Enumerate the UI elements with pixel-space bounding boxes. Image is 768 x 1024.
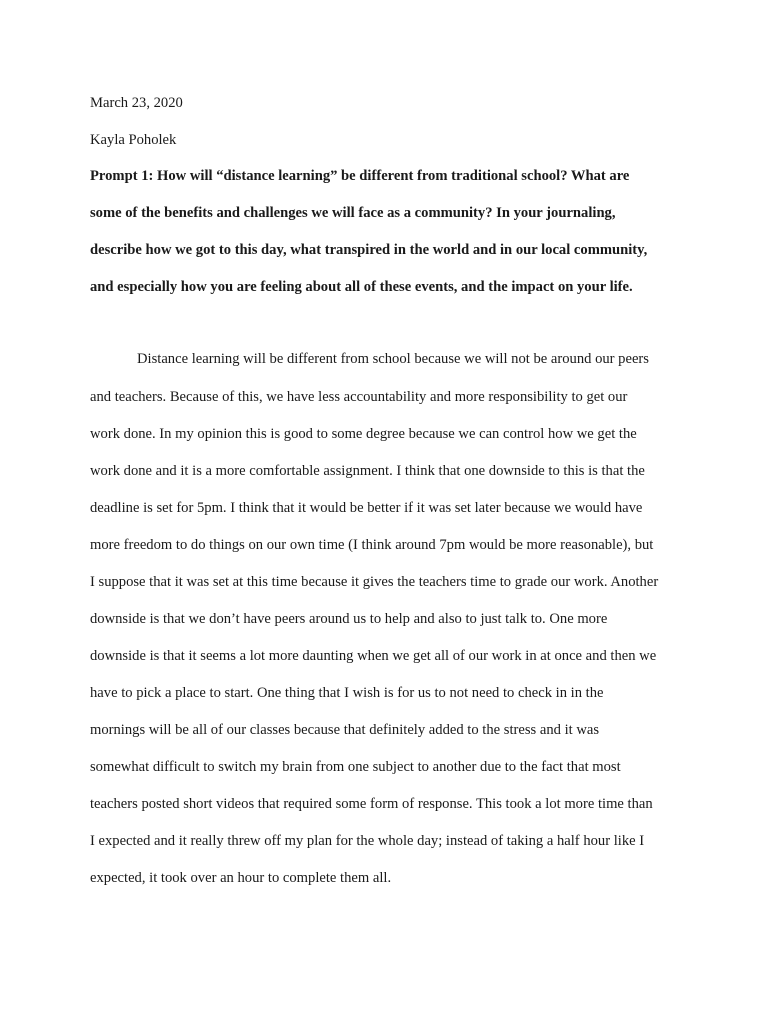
body-paragraph-line: work done. In my opinion this is good to some degree because we can control how we get the: [90, 426, 637, 442]
document-date: March 23, 2020: [90, 95, 183, 111]
document-author: Kayla Poholek: [90, 132, 177, 148]
body-paragraph-line: deadline is set for 5pm. I think that it would be better if it was set later because we would have: [90, 500, 643, 516]
body-paragraph-line: and teachers. Because of this, we have less accountability and more responsibility to get our: [90, 389, 628, 405]
body-paragraph-line: more freedom to do things on our own time (I think around 7pm would be more reasonable), but: [90, 537, 654, 553]
body-paragraph-line: I suppose that it was set at this time because it gives the teachers time to grade our work. Another: [90, 574, 659, 590]
body-paragraph-line: mornings will be all of our classes because that definitely added to the stress and it was: [90, 722, 600, 738]
body-paragraph-line: somewhat difficult to switch my brain from one subject to another due to the fact that most: [90, 759, 621, 775]
body-paragraph-line: have to pick a place to start. One thing that I wish is for us to not need to check in in the: [90, 685, 604, 701]
body-paragraph-line: downside is that it seems a lot more daunting when we get all of our work in at once and then we: [90, 648, 657, 664]
prompt-line: describe how we got to this day, what transpired in the world and in our local community,: [90, 242, 648, 258]
body-paragraph-line: expected, it took over an hour to complete them all.: [90, 870, 392, 886]
prompt-line: and especially how you are feeling about all of these events, and the impact on your life.: [90, 279, 633, 295]
body-paragraph-line: I expected and it really threw off my plan for the whole day; instead of taking a half hour like I: [90, 833, 645, 849]
prompt-line: some of the benefits and challenges we will face as a community? In your journaling,: [90, 205, 616, 221]
prompt-line: Prompt 1: How will “distance learning” be different from traditional school? What are: [90, 168, 630, 184]
body-paragraph-line: downside is that we don’t have peers around us to help and also to just talk to. One more: [90, 611, 608, 627]
body-paragraph-line: work done and it is a more comfortable assignment. I think that one downside to this is that the: [90, 463, 645, 479]
body-paragraph-line: Distance learning will be different from school because we will not be around our peers: [137, 351, 649, 367]
body-paragraph-line: teachers posted short videos that required some form of response. This took a lot more time than: [90, 796, 653, 812]
